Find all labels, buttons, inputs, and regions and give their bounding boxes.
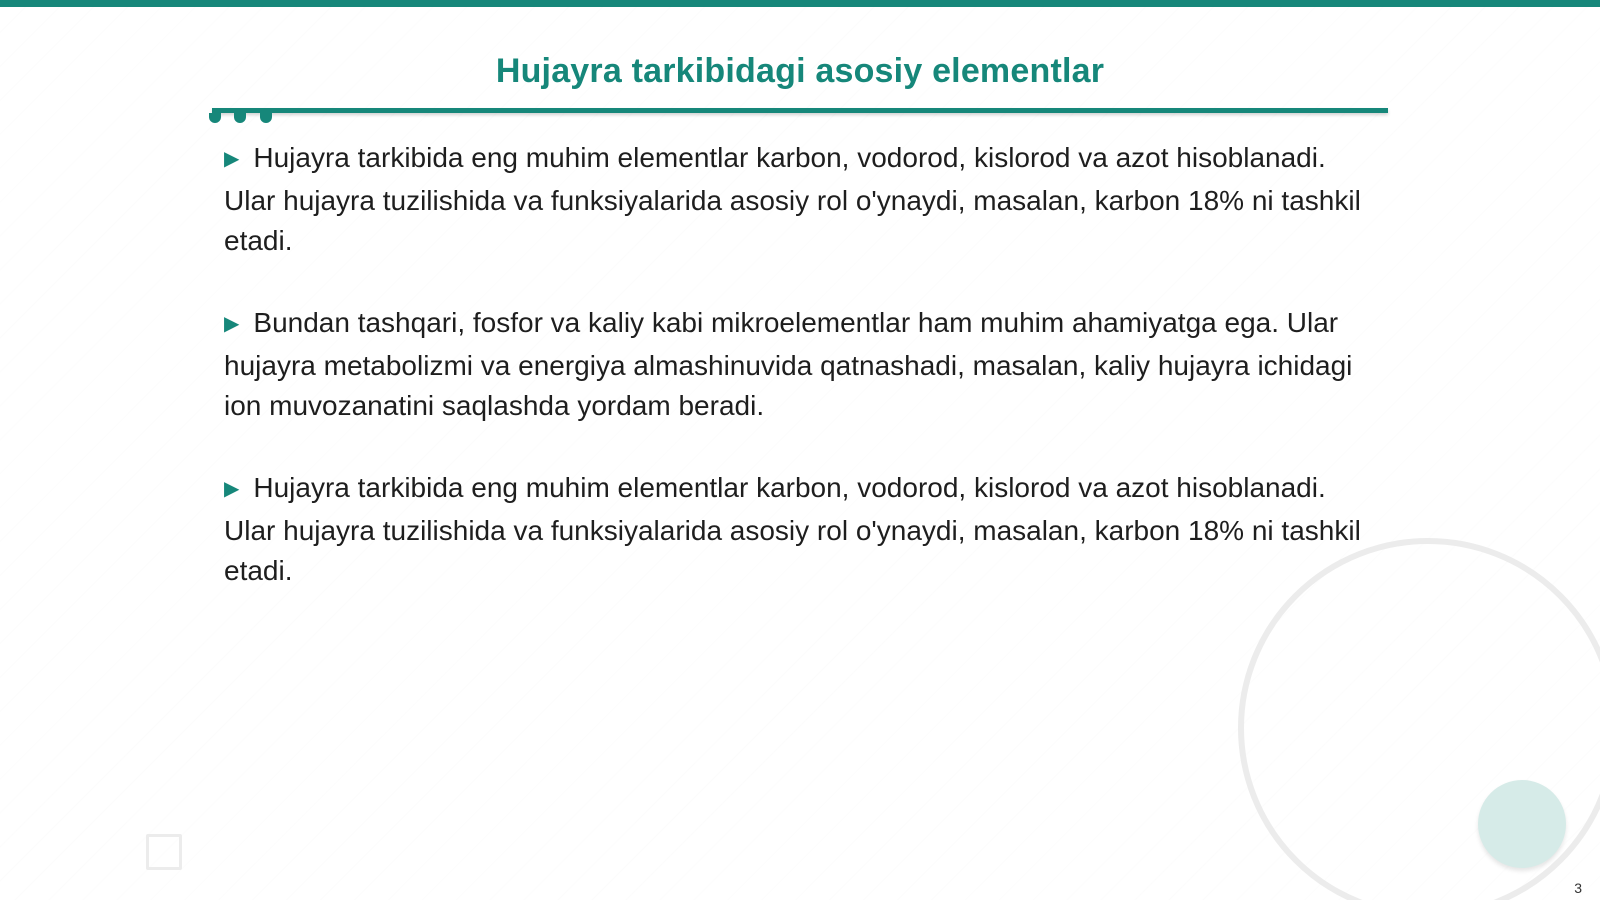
bullet-item [224, 303, 1374, 426]
decorative-dot [260, 113, 272, 123]
bullet-item [224, 138, 1374, 261]
page-number: 3 [1574, 880, 1582, 896]
bullet-list [224, 138, 1374, 633]
decorative-dot [234, 113, 246, 123]
bullet-text: Bundan tashqari, fosfor va kaliy kabi mikroelementlar ham muhim ahamiyatga ega. Ular hujayra metabolizmi va energiya almashinuvida qatnashadi, masalan, kaliy hujayra ichidagi ion muvozanatini saqlashda yordam beradi. [224, 307, 1353, 421]
decorative-square [146, 834, 182, 870]
slide-title: Hujayra tarkibidagi asosiy elementlar [495, 52, 1105, 90]
bullet-text: Hujayra tarkibida eng muhim elementlar karbon, vodorod, kislorod va azot hisoblanadi. Ular hujayra tuzilishida va funksiyalarida asosiy rol o'ynaydi, masalan, karbon 18% ni tashkil etadi. [224, 142, 1361, 256]
bullet-arrow-icon: ▶ [224, 313, 240, 335]
bullet-arrow-icon: ▶ [224, 478, 240, 500]
decorative-dot [209, 113, 221, 123]
bullet-item [224, 468, 1374, 591]
decorative-circle [1478, 780, 1566, 868]
bullet-text: Hujayra tarkibida eng muhim elementlar karbon, vodorod, kislorod va azot hisoblanadi. Ular hujayra tuzilishida va funksiyalarida asosiy rol o'ynaydi, masalan, karbon 18% ni tashkil etadi. [224, 472, 1361, 586]
top-accent-bar [0, 0, 1600, 7]
bullet-arrow-icon: ▶ [224, 148, 240, 170]
title-underline [212, 108, 1388, 113]
